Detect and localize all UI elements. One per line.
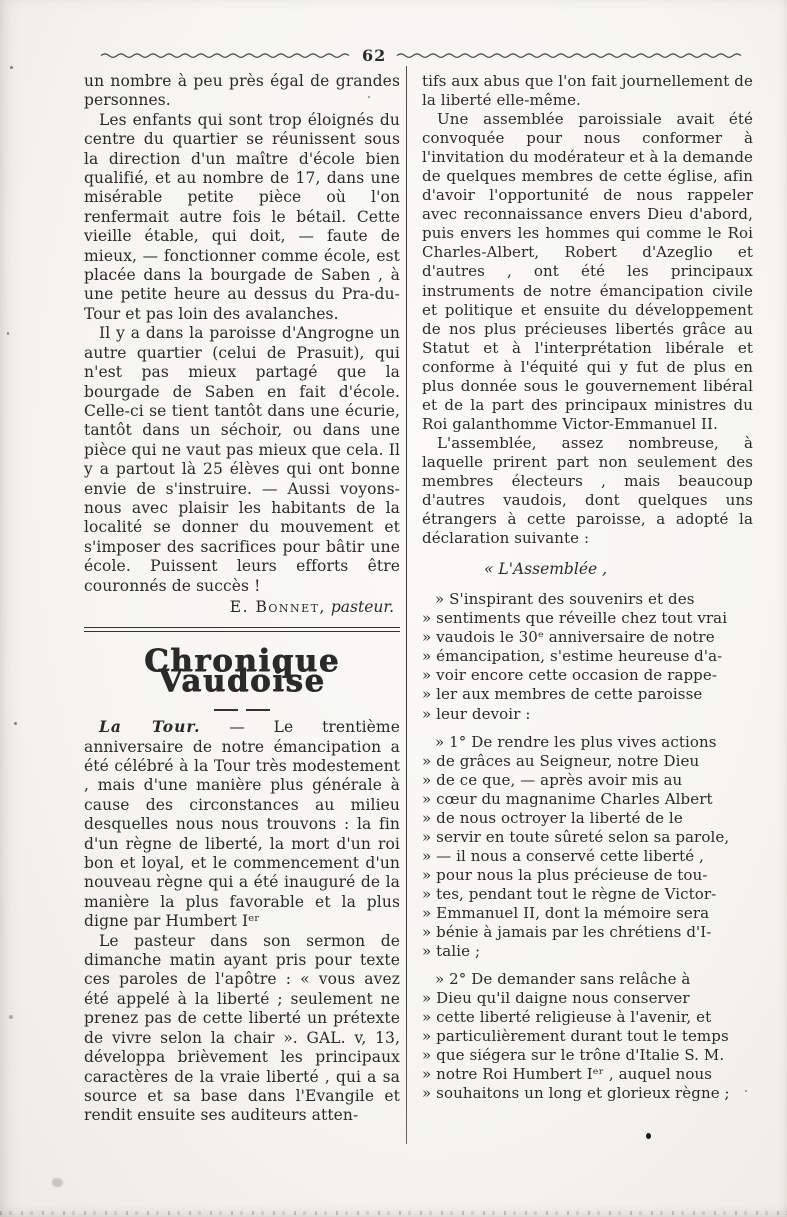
- quote-line: » Emmanuel II, dont la mémoire sera: [422, 903, 710, 922]
- dash-icon: [246, 709, 270, 712]
- quote-line: » de ce que, — après avoir mis au: [422, 770, 683, 789]
- quote-line: » tes, pendant tout le règne de Victor-: [422, 884, 717, 903]
- signature: [84, 598, 394, 617]
- scan-smudge: [52, 1178, 63, 1187]
- quote-line: » ler aux membres de cette paroisse: [422, 685, 703, 704]
- heading-divider: [84, 700, 400, 704]
- quote-line: » de nous octroyer la liberté de le: [422, 808, 683, 827]
- quote-line: » bénie à jamais par les chrétiens d'I-: [422, 923, 712, 942]
- declaration-item-2: [422, 970, 753, 1103]
- quote-line: » vaudois le 30ᵉ anniversaire de notre: [422, 628, 715, 647]
- quote-line: » émancipation, s'estime heureuse d'a-: [422, 647, 723, 666]
- paragraph-continuation: tifs aux abus que l'on fait journellement de la liberté elle-même.: [422, 72, 753, 110]
- quote-line: » cœur du magnanime Charles Albert: [422, 789, 713, 808]
- quote-line: » sentiments que réveille chez tout vrai: [422, 609, 728, 628]
- paragraph: L'assemblée, assez nombreuse, à laquelle prirent part non seulement des membres électeurs , mais beaucoup d'autres vaudois, dont quelques uns étrangers à cette paroisse, a adopté la déclaration suivante :: [422, 433, 753, 548]
- signature-name: E. Bonnet,: [229, 597, 326, 616]
- scan-speck: [10, 66, 13, 69]
- quote-line: » servir en toute sûreté selon sa parole,: [422, 827, 730, 846]
- quote-line: » voir encore cette occasion de rappe-: [422, 666, 717, 685]
- scan-speck: [368, 96, 370, 98]
- quote-line: » talie ;: [422, 942, 481, 961]
- signature-title: pasteur.: [330, 597, 394, 616]
- column-divider: [406, 66, 407, 1144]
- page-number: 62: [362, 46, 387, 65]
- assembly-heading: « L'Assemblée ,: [484, 560, 608, 579]
- page-header: [100, 46, 749, 65]
- paragraph: Les enfants qui sont trop éloignés du centre du quartier se réunissent sous la direction d'un maître d'école bien qualifié, et au nombre de 17, dans une misérable petite pièce où l'on renfermait autre fois le bétail. Cette vieille étable, qui doit, — faute de mieux, — fonctionner comme école, est placée dans la bourgade de Saben , à une petite heure au dessus du Pra-du-Tour et pas loin des avalanches.: [84, 110, 400, 323]
- section-heading: Chronique Vaudoise: [144, 643, 340, 699]
- page-bottom-scan-edge: [0, 1211, 787, 1215]
- scan-speck: [745, 1090, 747, 1092]
- scan-speck: [7, 332, 9, 335]
- quote-line: » Dieu qu'il daigne nous conserver: [422, 989, 690, 1008]
- quote-line: » que siégera sur le trône d'Italie S. M.: [422, 1046, 725, 1065]
- quote-line: » — il nous a conservé cette liberté ,: [422, 846, 705, 865]
- right-column: [422, 72, 753, 1112]
- article-lead-paragraph: [84, 717, 400, 931]
- quote-line: » S'inspirant des souvenirs et des: [435, 590, 695, 609]
- quote-line: » pour nous la plus précieuse de tou-: [422, 865, 708, 884]
- article-lead-in: La Tour.: [99, 717, 201, 737]
- quote-line: » notre Roi Humbert Iᵉʳ , auquel nous: [422, 1065, 713, 1084]
- paragraph-continuation: un nombre à peu près égal de grandes personnes.: [84, 72, 400, 110]
- header-rule-left-icon: [100, 52, 352, 59]
- quote-line: » 2° De demander sans relâche à: [435, 970, 691, 989]
- quote-line: » particulièrement durant tout le temps: [422, 1027, 729, 1046]
- scan-speck: [9, 1015, 13, 1019]
- scan-ink-dot: [646, 1133, 651, 1139]
- paragraph: Une assemblée paroissiale avait été convoquée pour nous conformer à l'invitation du modérateur et à la demande de quelques membres de cette église, afin d'avoir l'opportunité de nous rappeler avec reconnaissance envers Dieu d'abord, puis envers les hommes qui comme le Roi Charles-Albert, Robert d'Azeglio et d'autres , ont été les principaux instruments de notre émancipation civile et politique et ensuite du développement de nos plus précieuses libertés grâce au Statut et à l'interprétation libérale et conforme à l'équité qui y fut de plus en plus donnée sous le gouvernement libéral et de la part des principaux ministres du Roi galanthomme Victor-Emmanuel II.: [422, 110, 753, 433]
- section-divider-rule: [84, 627, 400, 632]
- quote-line: » souhaitons un long et glorieux règne ;: [422, 1084, 730, 1103]
- paragraph: Le pasteur dans son sermon de dimanche matin ayant pris pour texte ces paroles de l'apôtre : « vous avez été appelé à la liberté ; seulement ne prenez pas de cette liberté un prétexte de vivre selon la chair ». GAL. v, 13, développa brièvement les principaux caractères de la vraie liberté , qui a sa source et sa base dans l'Evangile et rendit ensuite ses auditeurs atten-: [84, 931, 400, 1125]
- dash-icon: [214, 709, 238, 712]
- paragraph: Il y a dans la paroisse d'Angrogne un autre quartier (celui de Prasuit), qui n'est pas mieux partagé que la bourgade de Saben en fait d'école. Celle-ci se tient tantôt dans une écurie, tantôt dans un séchoir, ou dans une pièce qui ne vaut pas mieux que cela. Il y a partout là 25 élèves qui ont bonne envie de s'instruire. — Aussi voyons-nous avec plaisir les habitants de la localité se donner du mouvement et s'imposer des sacrifices pour bâtir une école. Puissent leurs efforts être couronnés de succès !: [84, 324, 400, 595]
- declaration-preamble: [422, 590, 753, 723]
- left-column: [84, 72, 400, 1126]
- header-rule-right-icon: [396, 52, 748, 59]
- quote-line: » de grâces au Seigneur, notre Dieu: [422, 751, 700, 770]
- quote-line: » cette liberté religieuse à l'avenir, et: [422, 1008, 712, 1027]
- quote-line: » 1° De rendre les plus vives actions: [435, 732, 717, 751]
- scan-speck: [14, 722, 17, 725]
- quote-line: » leur devoir :: [422, 704, 531, 723]
- article-lead-text: — Le trentième anniversaire de notre émancipation a été célébré à la Tour très modestement , mais d'une manière plus générale à cause des circonstances au milieu desquelles nous nous trouvons : la fin d'un règne de liberté, la mort d'un roi bon et loyal, et le commencement d'un nouveau règne qui a été inauguré de la manière la plus favorable et la plus digne par Humbert Iᵉʳ: [84, 718, 400, 931]
- declaration-item-1: [422, 733, 753, 962]
